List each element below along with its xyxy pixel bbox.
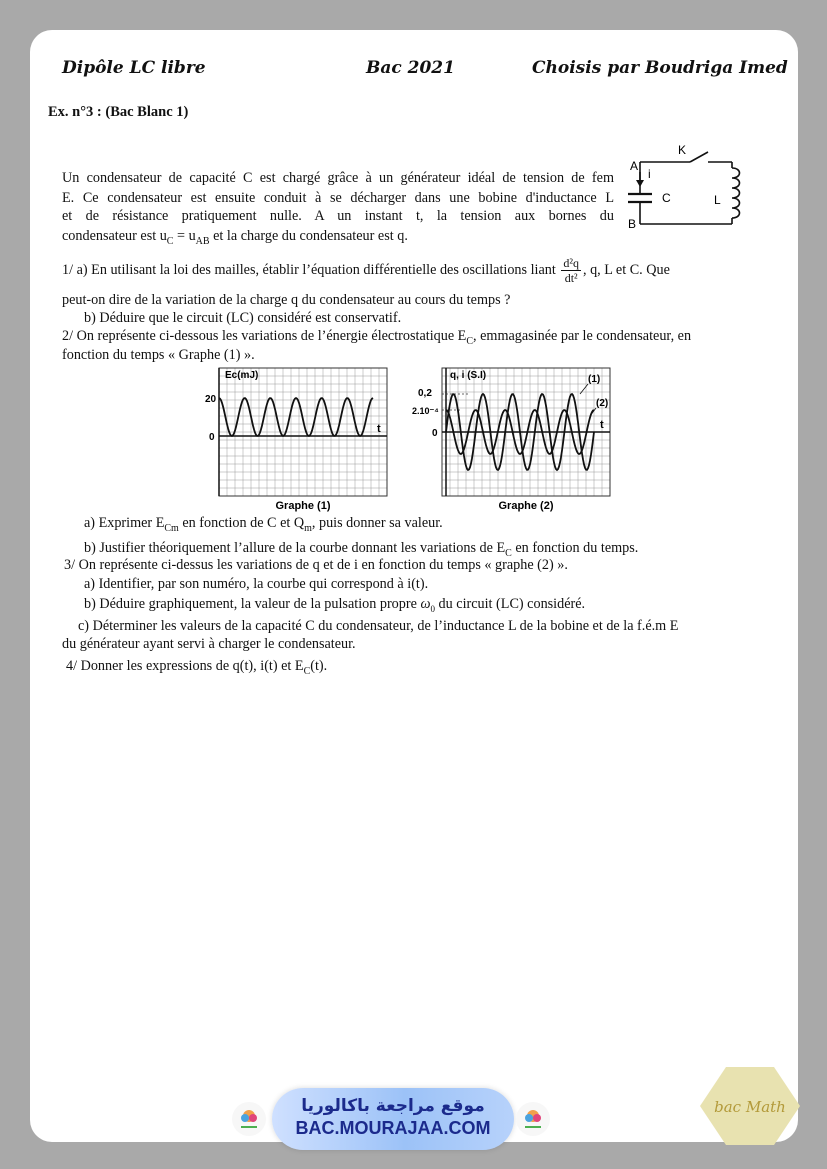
header-author: Choisis par Boudriga Imed bbox=[532, 58, 788, 78]
circuit-diagram bbox=[600, 140, 750, 232]
q3-c-line2: du générateur ayant servi à charger le condensateur. bbox=[62, 636, 356, 652]
svg-text:bac Math: bac Math bbox=[714, 1098, 786, 1116]
q3-line: 3/ On représente ci-dessus les variations de q et de i en fonction du temps « graphe (2) ». bbox=[64, 557, 568, 573]
footer-logo-right bbox=[516, 1102, 550, 1136]
ec-curve bbox=[219, 398, 373, 436]
curve-2-label: (2) bbox=[596, 398, 609, 409]
q2-b: b) Justifier théoriquement l’allure de la courbe donnant les variations de $E_C$ en fonction du temps. bbox=[84, 540, 639, 559]
footer-arabic-title: موقع مراجعة باكالوريا bbox=[301, 1096, 485, 1116]
exercise-title: Ex. n°3 : (Bac Blanc 1) bbox=[48, 104, 189, 120]
q3-c-line1: c) Déterminer les valeurs de la capacité C du condensateur, de l’inductance L de la bobine et de la f.é.m E bbox=[78, 618, 679, 634]
curve-1-label: (1) bbox=[588, 374, 601, 385]
graph-2-ylabel: q, i (S.I) bbox=[450, 370, 487, 381]
label-l: L bbox=[714, 193, 721, 207]
footer-site-url[interactable]: BAC.MOURAJAA.COM bbox=[295, 1118, 491, 1138]
label-b: B bbox=[628, 217, 637, 231]
q2-line2: fonction du temps « Graphe (1) ». bbox=[62, 347, 255, 363]
q3-a: a) Identifier, par son numéro, la courbe qui correspond à i(t). bbox=[84, 576, 429, 592]
footer-site-banner[interactable] bbox=[272, 1088, 514, 1150]
graph-2-tick-0: 0 bbox=[432, 428, 438, 439]
graph-1-title: Graphe (1) bbox=[275, 500, 331, 512]
intro-line-2: E. Ce condensateur est ensuite conduit à se décharger dans une bobine d'inductance L bbox=[62, 190, 614, 206]
switch-k bbox=[690, 152, 708, 162]
graph-1-ylabel: Ec(mJ) bbox=[225, 370, 259, 381]
q2-a: a) Exprimer $E_{Cm}$ en fonction de C et $Q_m$, puis donner sa valeur. bbox=[84, 515, 443, 534]
label-k: K bbox=[678, 143, 687, 157]
graph-2-tick-02: 0,2 bbox=[418, 388, 432, 399]
graph-1-tick-0: 0 bbox=[209, 432, 215, 443]
q4: 4/ Donner les expressions de q(t), i(t) et $E_C(t)$. bbox=[66, 658, 328, 677]
graph-1 bbox=[195, 364, 395, 514]
label-c: C bbox=[662, 191, 671, 205]
q2-line1: 2/ On représente ci-dessous les variations de l’énergie électrostatique $E_C$, emmagasinée par le condensateur, en bbox=[62, 328, 692, 347]
intro-line-1: Un condensateur de capacité C est chargé grâce à un générateur idéal de tension de fem bbox=[62, 170, 614, 186]
intro-line-4: condensateur est $u_C = u_{AB}$ et la charge du condensateur est q. bbox=[62, 228, 408, 247]
q3-b: b) Déduire graphiquement, la valeur de la pulsation propre $\omega_0$ du circuit (LC) considéré. bbox=[84, 596, 586, 614]
curve-2-pointer bbox=[590, 408, 596, 416]
graph-1-tick-20: 20 bbox=[205, 394, 217, 405]
curve-1-pointer bbox=[580, 384, 588, 394]
graph-2 bbox=[390, 364, 620, 514]
graph-1-xlabel: t bbox=[377, 423, 381, 435]
q1-a: 1/ a) En utilisant la loi des mailles, établir l’équation différentielle des oscillations liant $\frac{\text{d²q}}{\text{dt²}}$ , q, L et C. Que bbox=[62, 256, 670, 285]
graph-2-tick-2e4: 2.10⁻⁴ bbox=[412, 406, 439, 416]
d2q-fraction: $\frac{\text{d²q}}{\text{dt²}}$ bbox=[563, 256, 579, 285]
current-arrow-icon bbox=[636, 180, 644, 187]
q1-a-line2: peut-on dire de la variation de la charge q du condensateur au cours du temps ? bbox=[62, 292, 511, 308]
graph-2-xlabel: t bbox=[600, 419, 604, 431]
label-a: A bbox=[630, 159, 639, 173]
q1-b: b) Déduire que le circuit (LC) considéré est conservatif. bbox=[84, 310, 402, 326]
bacmath-badge bbox=[698, 1065, 802, 1147]
label-i: i bbox=[648, 167, 651, 181]
inductor-coil bbox=[732, 168, 740, 218]
graph-2-title: Graphe (2) bbox=[498, 500, 554, 512]
header-topic: Dipôle LC libre bbox=[62, 58, 206, 78]
footer-logo-left bbox=[232, 1102, 266, 1136]
header-year: Bac 2021 bbox=[366, 58, 455, 78]
intro-line-3: et de résistance pratiquement nulle. A un instant t, la tension aux bornes du bbox=[62, 208, 614, 224]
